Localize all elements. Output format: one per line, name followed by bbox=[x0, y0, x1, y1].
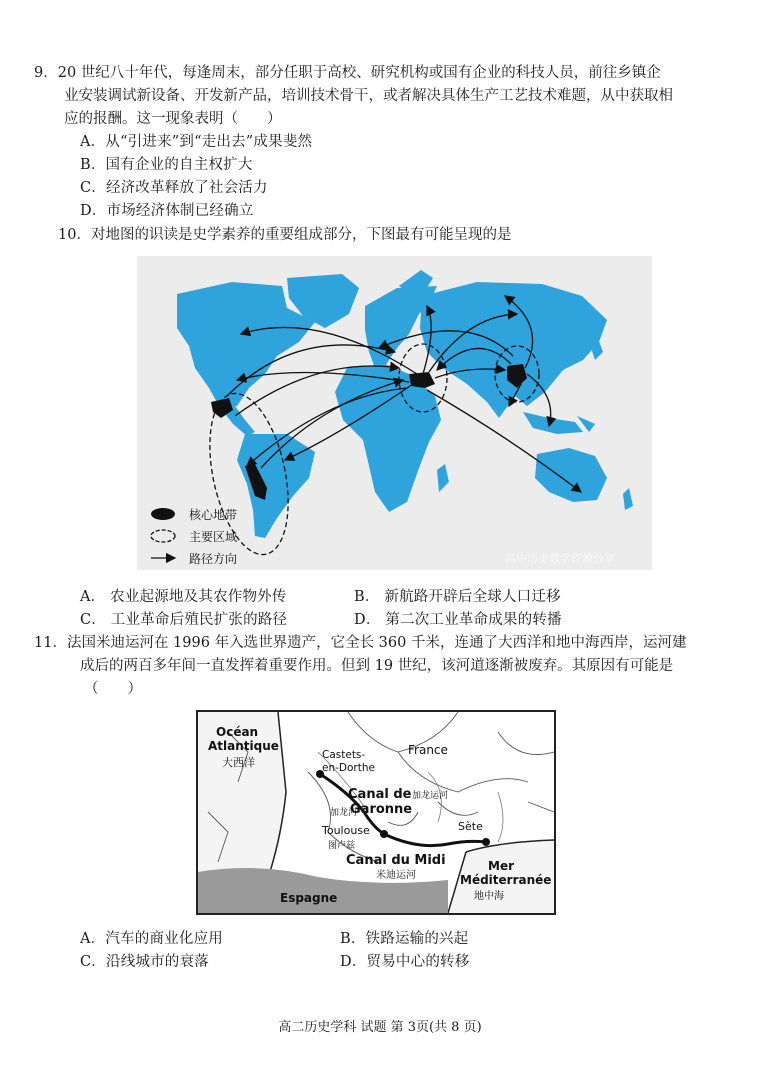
world-map-figure bbox=[137, 256, 652, 570]
map-watermark: 高中历史教学资源分享 bbox=[505, 552, 615, 565]
q9-option-d[interactable]: D．市场经济体制已经确立 bbox=[80, 203, 254, 219]
label-toulouse-cn: 图卢兹 bbox=[328, 841, 356, 851]
q11-stem-line3: （ ） bbox=[84, 681, 142, 697]
q11-option-a[interactable]: A．汽车的商业化应用 bbox=[80, 931, 223, 947]
q11-option-c[interactable]: C．沿线城市的衰落 bbox=[80, 954, 209, 970]
q11-stem-line2: 成后的两百多年间一直发挥着重要作用。但到 19 世纪，该河道逐渐被废弃。其原因有可能是 bbox=[80, 658, 674, 674]
legend-route-label: 路径方向 bbox=[189, 552, 238, 566]
q9-option-b[interactable]: B．国有企业的自主权扩大 bbox=[80, 157, 253, 173]
q9-option-c[interactable]: C．经济改革释放了社会活力 bbox=[80, 180, 268, 196]
label-castets-2: en-Dorthe bbox=[322, 762, 375, 774]
label-midi-cn: 米迪运河 bbox=[376, 870, 416, 881]
q9-option-a[interactable]: A．从“引进来”到“走出去”成果斐然 bbox=[80, 134, 313, 150]
q11-option-b[interactable]: B．铁路运输的兴起 bbox=[340, 931, 469, 947]
canal-map-svg bbox=[198, 712, 554, 913]
continents bbox=[177, 270, 633, 538]
label-mer-2: Méditerranée bbox=[460, 873, 552, 887]
q11-stem-line1: 11．法国米迪运河在 1996 年入选世界遗产，它全长 360 千米，连通了大西洋和地中海西岸，运河建 bbox=[34, 635, 687, 651]
label-midi: Canal du Midi bbox=[346, 853, 446, 868]
q10-option-a[interactable]: A． 农业起源地及其农作物外传 bbox=[80, 589, 287, 605]
world-map-svg bbox=[137, 256, 652, 570]
label-ocean-1: Océan bbox=[216, 725, 259, 739]
label-castets-1: Castets- bbox=[322, 749, 366, 761]
label-garonne-cn: 加龙运河 bbox=[412, 791, 449, 801]
q9-stem-line2: 业安装调试新设备、开发新产品，培训技术骨干，或者解决具体生产工艺技术难题，从中获取相 bbox=[64, 88, 673, 104]
label-ocean-2: Atlantique bbox=[208, 739, 279, 753]
label-toulouse: Toulouse bbox=[322, 824, 370, 837]
q10-option-b[interactable]: B． 新航路开辟后全球人口迁移 bbox=[354, 589, 561, 605]
label-garonne-2: Garonne bbox=[350, 802, 413, 817]
label-espagne: Espagne bbox=[280, 891, 338, 905]
label-mer-1: Mer bbox=[488, 859, 514, 873]
label-ocean-cn: 大西洋 bbox=[222, 756, 255, 769]
legend-core-label: 核心地带 bbox=[189, 508, 238, 522]
q11-option-d[interactable]: D．贸易中心的转移 bbox=[340, 954, 470, 970]
page-footer: 高二历史学科 试题 第 3页(共 8 页) bbox=[278, 1020, 482, 1035]
label-garonne-1: Canal de bbox=[348, 787, 412, 802]
q9-stem-line3: 应的报酬。这一现象表明（ ） bbox=[64, 111, 282, 127]
label-mer-cn: 地中海 bbox=[474, 891, 504, 902]
label-sete: Sète bbox=[458, 820, 483, 833]
q10-option-c[interactable]: C． 工业革命后殖民扩张的路径 bbox=[80, 612, 288, 628]
canal-map-figure bbox=[196, 710, 556, 915]
q10-option-d[interactable]: D． 第二次工业革命成果的转播 bbox=[354, 612, 562, 628]
label-jialong: 加龙河 bbox=[330, 808, 358, 818]
legend-region-label: 主要区域 bbox=[189, 530, 238, 544]
q10-stem: 10．对地图的识读是史学素养的重要组成部分，下图最有可能呈现的是 bbox=[58, 227, 512, 243]
label-france: France bbox=[408, 743, 448, 757]
q9-stem-line1: 9．20 世纪八十年代，每逢周末，部分任职于高校、研究机构或国有企业的科技人员，前往乡镇企 bbox=[34, 65, 661, 81]
map-legend bbox=[151, 507, 237, 566]
